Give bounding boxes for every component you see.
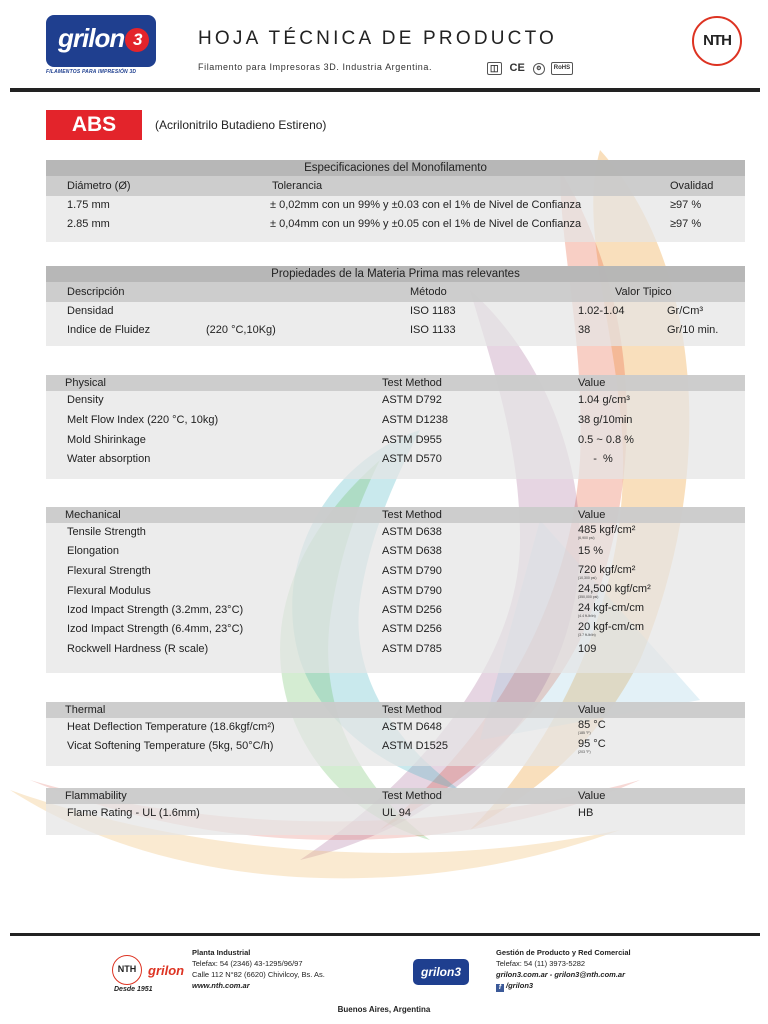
raw-material-table (46, 266, 745, 346)
sales-phone: Telefax: 54 (11) 3973-5282 (496, 959, 586, 968)
table-row (46, 718, 745, 737)
table-cell: 2.85 mm (67, 218, 110, 230)
table-header-row (46, 176, 745, 196)
value-cell (578, 602, 645, 618)
column-header: Test Method (382, 704, 442, 716)
table-header-row (46, 507, 745, 523)
table-row (46, 542, 745, 561)
table-row (46, 523, 745, 542)
column-header: Value (578, 704, 606, 716)
table-cell: 38 g/10min (578, 414, 633, 426)
physical-properties-table (46, 375, 745, 479)
table-row (46, 196, 745, 215)
column-header: Test Method (382, 377, 442, 389)
table-cell: ASTM D790 (382, 565, 442, 577)
table-cell: Izod Impact Strength (3.2mm, 23°C) (67, 604, 244, 616)
value-cell (578, 738, 606, 754)
plant-phone: Telefax: 54 (2346) 43-1295/96/97 (192, 959, 303, 968)
column-header: Value (578, 790, 606, 802)
table-cell: Gr/Cm³ (667, 305, 704, 317)
value-imperial: (4.4 ft-lb/in) (578, 614, 596, 618)
table-cell: Rockwell Hardness (R scale) (67, 643, 209, 655)
value-text: 85 °C (578, 719, 606, 731)
flammability-table (46, 788, 745, 835)
table-row (46, 431, 745, 450)
value-imperial: (185 °F) (578, 731, 591, 735)
table-title: Especificaciones del Monofilamento (46, 160, 745, 176)
table-header-row (46, 375, 745, 391)
table-cell: 38 (578, 324, 591, 336)
grilon-logo-text (58, 23, 149, 54)
column-header: Método (410, 286, 447, 298)
table-cell: Melt Flow Index (220 °C, 10kg) (67, 414, 219, 426)
product-full-name: (Acrilonitrilo Butadieno Estireno) (155, 118, 327, 132)
mechanical-properties-table (46, 507, 745, 673)
value-cell (578, 719, 606, 735)
nth-logo: NTH (692, 16, 742, 66)
table-cell: UL 94 (382, 807, 411, 819)
logo-tagline: FILAMENTOS PARA IMPRESIÓN 3D (46, 69, 137, 75)
table-cell: Tensile Strength (67, 526, 146, 538)
value-cell (578, 621, 645, 637)
column-header: Valor Tipico (615, 286, 672, 298)
sales-website-link[interactable]: grilon3.com.ar - grilon3@nth.com.ar (496, 970, 625, 979)
value-imperial: (203 °F) (578, 750, 591, 754)
section-title: Mechanical (65, 509, 121, 521)
monofilament-spec-table (46, 160, 745, 242)
plant-contact-block (192, 947, 325, 991)
grilon-brand-text: grilon (58, 23, 125, 53)
table-cell: HB (578, 807, 594, 819)
value-text: 720 kgf/cm² (578, 564, 636, 576)
table-row (46, 561, 745, 582)
section-title: Physical (65, 377, 106, 389)
table-cell: ASTM D256 (382, 604, 442, 616)
table-header-row (46, 282, 745, 302)
certification-icons (487, 62, 573, 75)
table-cell: 0.5 ~ 0.8 % (578, 434, 634, 446)
table-cell: ASTM D785 (382, 643, 442, 655)
product-code-badge: ABS (46, 110, 142, 140)
table-cell: ≥97 % (670, 199, 702, 211)
table-cell: - % (578, 453, 613, 465)
plant-title: Planta Industrial (192, 948, 251, 957)
footer-divider (10, 933, 760, 936)
sales-contact-block (496, 947, 631, 992)
table-row (46, 321, 745, 340)
sales-title: Gestión de Producto y Red Comercial (496, 948, 631, 957)
value-text: 485 kgf/cm² (578, 524, 636, 536)
value-text: 95 °C (578, 738, 606, 750)
table-row (46, 215, 745, 234)
column-header: Value (578, 509, 606, 521)
footer-since-text: Desde 1951 (114, 986, 153, 993)
table-cell: ASTM D955 (382, 434, 442, 446)
table-row (46, 601, 745, 620)
table-row (46, 302, 745, 321)
table-cell: 1.02-1.04 (578, 305, 625, 317)
table-cell: ISO 1183 (410, 305, 456, 317)
column-header: Diámetro (Ø) (67, 180, 131, 192)
table-cell: Flexural Modulus (67, 585, 151, 597)
column-header: Value (578, 377, 606, 389)
table-cell: ± 0,04mm con un 99% y ±0.05 con el 1% de Nivel de Confianza (270, 218, 582, 230)
facebook-handle: /grilon3 (506, 981, 534, 990)
ce-mark-icon: CE (509, 62, 525, 74)
table-cell: (220 °C,10Kg) (206, 324, 276, 336)
table-cell: Flexural Strength (67, 565, 151, 577)
column-header: Ovalidad (670, 180, 714, 192)
footer-city: Buenos Aires, Argentina (337, 1005, 431, 1014)
table-cell: Mold Shirinkage (67, 434, 146, 446)
value-imperial: (6,900 psi) (578, 536, 595, 540)
table-row (46, 391, 745, 410)
table-cell: ASTM D570 (382, 453, 442, 465)
table-cell: ISO 1133 (410, 324, 456, 336)
table-cell: ASTM D638 (382, 526, 442, 538)
facebook-icon: f (496, 984, 504, 992)
rohs-cert-icon: RoHS (551, 62, 573, 75)
section-title: Flammability (65, 790, 127, 802)
value-cell (578, 583, 651, 599)
table-cell: Water absorption (67, 453, 151, 465)
table-row (46, 620, 745, 639)
table-cell: 109 (578, 643, 597, 655)
footer-nth-logo: NTH (112, 955, 142, 985)
header-divider (10, 88, 760, 92)
table-row (46, 737, 745, 756)
table-cell: ≥97 % (670, 218, 702, 230)
document-title: HOJA TÉCNICA DE PRODUCTO (198, 28, 558, 49)
section-title: Thermal (65, 704, 106, 716)
plant-address: Calle 112 N°82 (6620) Chivilcoy, Bs. As. (192, 970, 325, 979)
quality-cert-icon: ◫ (487, 62, 502, 75)
table-cell: ASTM D1525 (382, 740, 449, 752)
recycle-cert-icon: ⚙ (533, 63, 545, 75)
value-cell (578, 564, 636, 580)
grilon-brand-suffix: 3 (125, 28, 149, 52)
table-header-row (46, 702, 745, 718)
value-text: 20 kgf-cm/cm (578, 621, 645, 633)
table-row (46, 410, 745, 431)
table-cell: ASTM D256 (382, 623, 442, 635)
table-row (46, 450, 745, 469)
table-cell: Density (67, 394, 104, 406)
value-imperial: (10,300 psi) (578, 576, 597, 580)
table-cell: Elongation (67, 545, 119, 557)
table-cell: 1.04 g/cm³ (578, 394, 630, 406)
footer-grilon-wordmark: grilon (148, 963, 185, 978)
table-row (46, 582, 745, 601)
grilon-logo (46, 15, 156, 67)
table-cell: Gr/10 min. (667, 324, 719, 336)
table-cell: ± 0,02mm con un 99% y ±0.03 con el 1% de Nivel de Confianza (270, 199, 582, 211)
table-cell: ASTM D792 (382, 394, 442, 406)
value-imperial: (3.7 ft-lb/in) (578, 633, 596, 637)
table-cell: Flame Rating - UL (1.6mm) (67, 807, 200, 819)
table-cell: Densidad (67, 305, 114, 317)
table-cell: 15 % (578, 545, 604, 557)
footer-grilon3-logo: grilon3 (413, 959, 469, 985)
table-cell: ASTM D1238 (382, 414, 449, 426)
table-cell: Indice de Fluidez (67, 324, 151, 336)
table-cell: ASTM D790 (382, 585, 442, 597)
table-cell: Izod Impact Strength (6.4mm, 23°C) (67, 623, 244, 635)
value-text: 24 kgf-cm/cm (578, 602, 645, 614)
plant-website-link[interactable]: www.nth.com.ar (192, 981, 250, 990)
facebook-link[interactable] (496, 980, 631, 992)
table-cell: Vicat Softening Temperature (5kg, 50°C/h) (67, 740, 274, 752)
table-cell: Heat Deflection Temperature (18.6kgf/cm²) (67, 721, 275, 733)
table-cell: 1.75 mm (67, 199, 110, 211)
column-header: Test Method (382, 790, 442, 802)
table-cell: ASTM D638 (382, 545, 442, 557)
table-header-row (46, 788, 745, 804)
table-cell: ASTM D648 (382, 721, 442, 733)
table-title: Propiedades de la Materia Prima mas relevantes (46, 266, 745, 282)
table-row (46, 804, 745, 823)
value-imperial: (350,000 psi) (578, 595, 599, 599)
thermal-properties-table (46, 702, 745, 766)
column-header: Descripción (67, 286, 125, 298)
table-row (46, 639, 745, 660)
document-subtitle: Filamento para Impresoras 3D. Industria Argentina. (198, 62, 433, 72)
column-header: Test Method (382, 509, 442, 521)
value-text: 24,500 kgf/cm² (578, 583, 651, 595)
column-header: Tolerancia (272, 180, 323, 192)
value-cell (578, 524, 636, 540)
